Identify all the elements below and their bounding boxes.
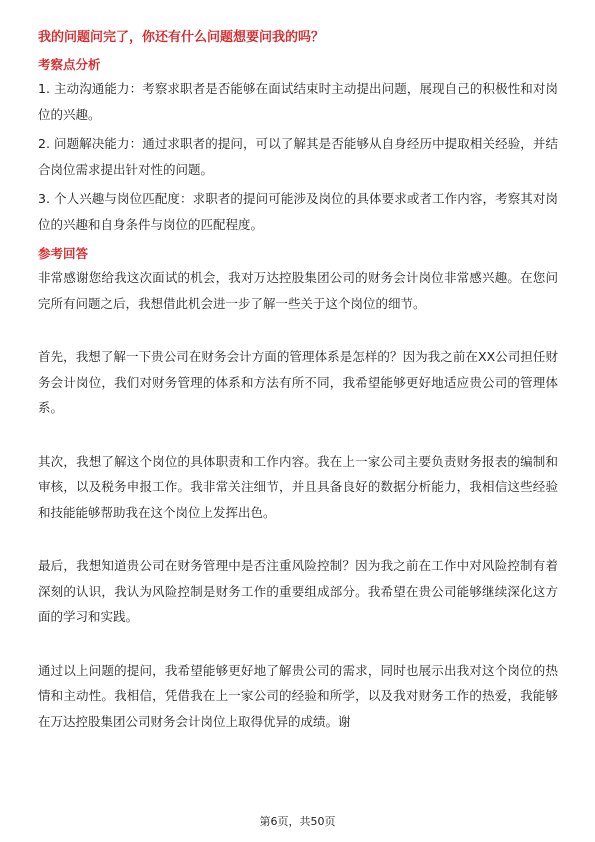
- analysis-heading: 考察点分析: [38, 57, 101, 72]
- answer-paragraph: 其次，我想了解这个岗位的具体职责和工作内容。我在上一家公司主要负责财务报表的编制和审核，以及税务申报工作。我非常关注细节，并且具备良好的数据分析能力，我相信这些经验和技能能够帮助我在这个岗位上发挥出色。: [38, 453, 558, 520]
- answer-paragraph: 非常感谢您给我这次面试的机会，我对万达控股集团公司的财务会计岗位非常感兴趣。在您问完所有问题之后，我想借此机会进一步了解一些关于这个岗位的细节。: [38, 270, 558, 311]
- analysis-item: 1. 主动沟通能力：考察求职者是否能够在面试结束时主动提出问题，展现自己的积极性和对岗位的兴趣。: [38, 81, 558, 122]
- analysis-item: 2. 问题解决能力：通过求职者的提问，可以了解其是否能够从自身经历中提取相关经验，并结合岗位需求提出针对性的问题。: [38, 136, 558, 177]
- answer-paragraph: 首先，我想了解一下贵公司在财务会计方面的管理体系是怎样的？因为我之前在XX公司担任财务会计岗位，我们对财务管理的体系和方法有所不同，我希望能够更好地适应贵公司的管理体系。: [38, 349, 558, 415]
- answer-paragraph: 最后，我想知道贵公司在财务管理中是否注重风险控制？因为我之前在工作中对风险控制有着深刻的认识，我认为风险控制是财务工作的重要组成部分。我希望在贵公司能够继续深化这方面的学习和实践。: [38, 558, 558, 624]
- question-heading: 我的问题问完了，你还有什么问题想要问我的吗？: [38, 30, 325, 45]
- document-page: [38, 27, 558, 734]
- page-number: 第6页，共50页: [259, 815, 336, 828]
- analysis-item: 3. 个人兴趣与岗位匹配度：求职者的提问可能涉及岗位的具体要求或者工作内容，考察其对岗位的兴趣和自身条件与岗位的匹配程度。: [38, 191, 558, 232]
- answer-paragraph: 通过以上问题的提问，我希望能够更好地了解贵公司的需求，同时也展示出我对这个岗位的热情和主动性。我相信，凭借我在上一家公司的经验和所学，以及我对财务工作的热爱，我能够在万达控股集团公司财务会计岗位上取得优异的成绩。谢: [38, 662, 558, 729]
- analysis-list: [38, 76, 558, 237]
- answer-heading: 参考回答: [38, 246, 89, 261]
- answer-body: [38, 265, 558, 734]
